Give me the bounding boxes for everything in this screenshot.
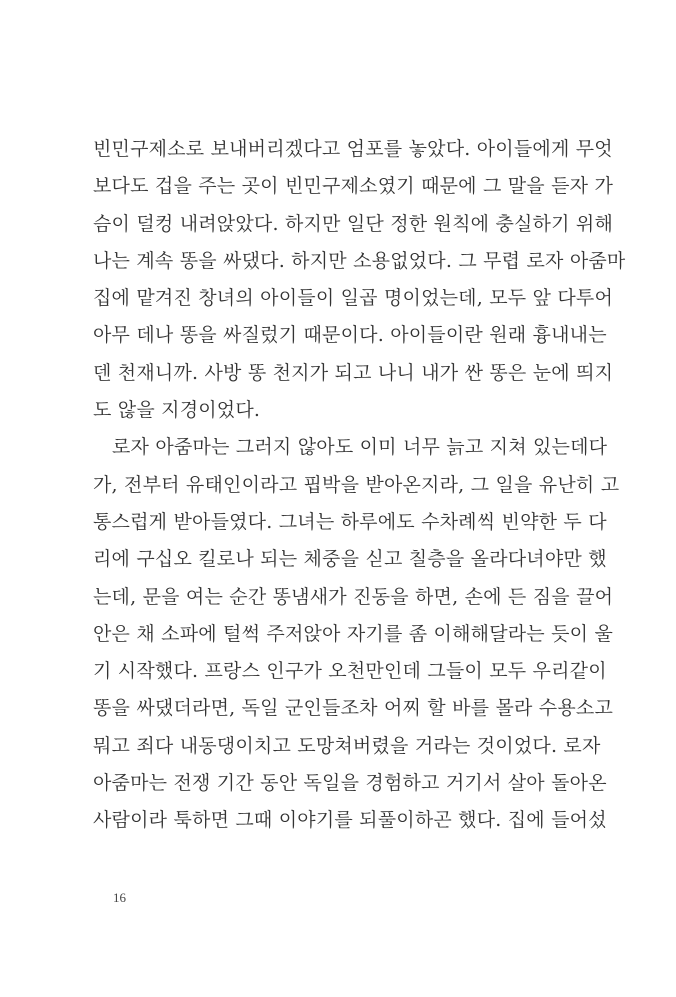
text-line: 안은 채 소파에 털썩 주저앉아 자기를 좀 이해해달라는 듯이 울 <box>93 622 614 645</box>
text-line: 는데, 문을 여는 순간 똥냄새가 진동을 하면, 손에 든 짐을 끌어 <box>93 585 614 608</box>
text-line: 로자 아줌마는 그러지 않아도 이미 너무 늙고 지쳐 있는데다 <box>112 436 608 459</box>
text-line: 똥을 싸댔더라면, 독일 군인들조차 어찌 할 바를 몰라 수용소고 <box>93 697 614 720</box>
text-line: 보다도 겁을 주는 곳이 빈민구제소였기 때문에 그 말을 듣자 가 <box>93 175 614 198</box>
text-line: 통스럽게 받아들였다. 그녀는 하루에도 수차례씩 빈약한 두 다 <box>93 510 607 533</box>
text-line: 도 않을 지경이었다. <box>93 399 261 422</box>
text-line: 집에 맡겨진 창녀의 아이들이 일곱 명이었는데, 모두 앞 다투어 <box>93 287 614 310</box>
paragraph <box>93 429 620 839</box>
text-line: 슴이 덜컹 내려앉았다. 하지만 일단 정한 원칙에 충실하기 위해 <box>93 212 614 235</box>
body-text <box>93 131 626 840</box>
text-line: 나는 계속 똥을 싸댔다. 하지만 소용없었다. 그 무렵 로자 아줌마 <box>93 249 626 272</box>
text-line: 리에 구십오 킬로나 되는 체중을 싣고 칠층을 올라다녀야만 했 <box>93 548 607 571</box>
text-line: 아줌마는 전쟁 기간 동안 독일을 경험하고 거기서 살아 돌아온 <box>93 772 607 795</box>
text-line: 뭐고 죄다 내동댕이치고 도망쳐버렸을 거라는 것이었다. 로자 <box>93 734 601 757</box>
text-line: 덴 천재니까. 사방 똥 천지가 되고 나니 내가 싼 똥은 눈에 띄지 <box>93 361 614 384</box>
text-line: 기 시작했다. 프랑스 인구가 오천만인데 그들이 모두 우리같이 <box>93 660 607 683</box>
paragraph <box>93 131 626 429</box>
text-line: 빈민구제소로 보내버리겠다고 엄포를 놓았다. 아이들에게 무엇 <box>93 138 613 160</box>
text-line: 가, 전부터 유태인이라고 핍박을 받아온지라, 그 일을 유난히 고 <box>93 473 620 496</box>
text-line: 사람이라 툭하면 그때 이야기를 되풀이하곤 했다. 집에 들어섰 <box>93 809 607 832</box>
text-line: 아무 데나 똥을 싸질렀기 때문이다. 아이들이란 원래 흉내내는 <box>93 324 607 347</box>
page-number: 16 <box>113 890 126 905</box>
